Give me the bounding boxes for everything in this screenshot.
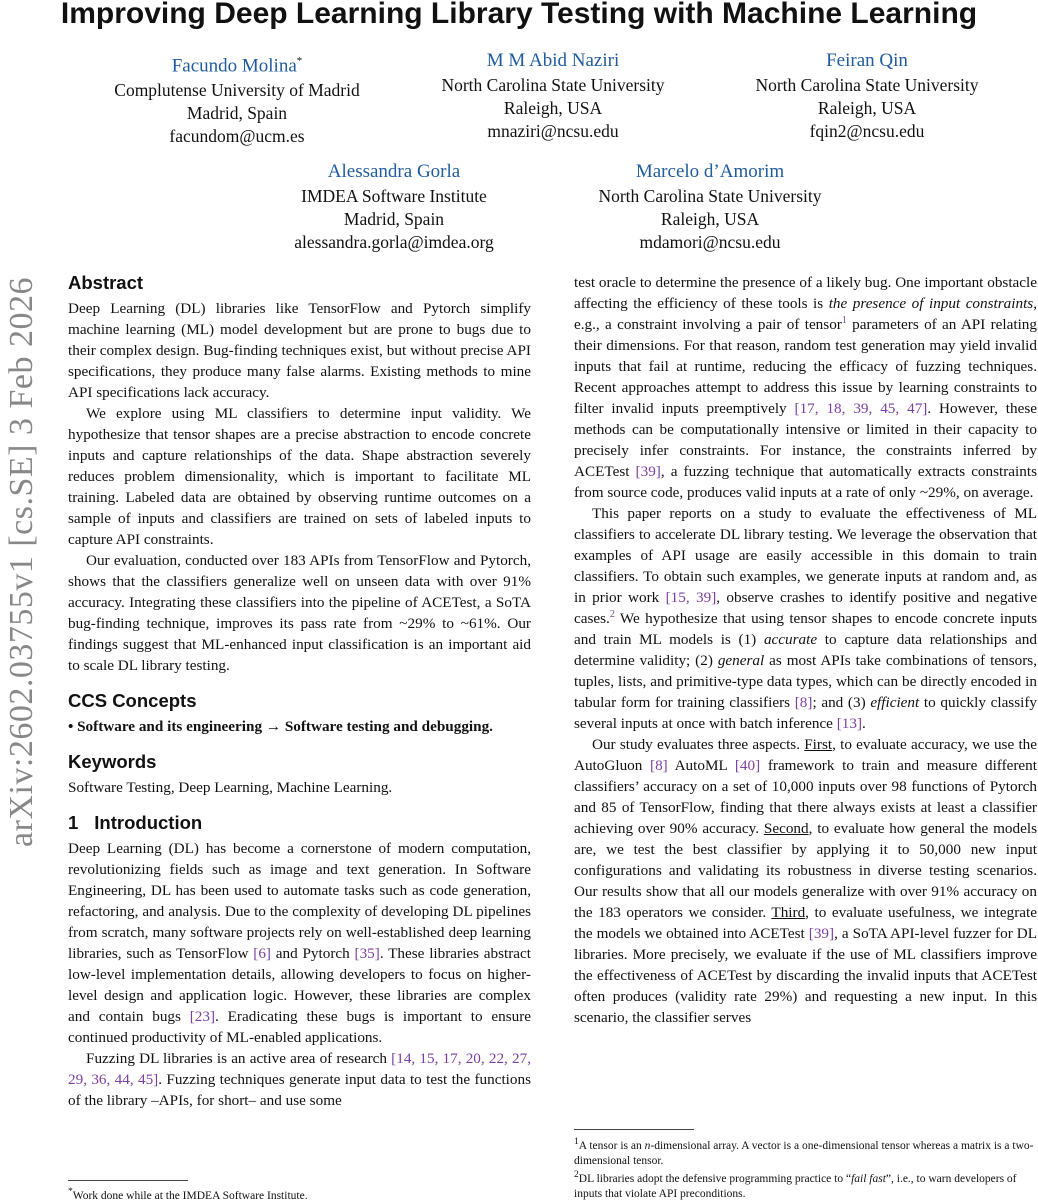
author-mark: *	[296, 55, 303, 67]
citation-link[interactable]: [35]	[354, 945, 380, 962]
author-name[interactable]: Feiran Qin	[826, 50, 908, 71]
text-run: , a SoTA API-level fuzzer for DL libraries. More precisely, we evaluate if the use of ML classifiers improve the effectiveness of ACETest by discarding the invalid inputs that ACETest often produces (validity rate 29%) and requesting a new input. In this scenario, the classifier serves	[574, 925, 1038, 1026]
author-affiliation: IMDEA Software Institute	[301, 186, 487, 206]
right-column	[574, 272, 1037, 1028]
author-block	[702, 48, 1032, 143]
text-run: This paper reports on a study to evaluate the effectiveness of ML classifiers to accelerate DL library testing. We leverage the observation that examples of API usage are easily accessible in this domain to train classifiers. To obtain such examples, we generate inputs at random and, as in prior work	[574, 505, 1037, 606]
emphasis: general	[717, 652, 765, 669]
text-run: , to evaluate usefulness, we integrate the models we obtained into ACETest	[574, 904, 1038, 942]
author-email: mdamori@ncsu.edu	[639, 232, 781, 252]
body-paragraph	[574, 272, 1037, 503]
footnote-text: A tensor is an	[578, 1139, 645, 1152]
text-run: to quickly classify several inputs at once with batch inference	[574, 694, 1038, 732]
author-name[interactable]: M M Abid Naziri	[486, 50, 620, 71]
intro-paragraph	[68, 838, 531, 1048]
text-run: Deep Learning (DL) has become a cornerstone of modern computation, revolutionizing fields such as image and text generation. In Software Engineering, DL has been used to automate tasks such as code generation, refactoring, and analysis. Due to the complexity of developing DL pipelines from scratch, many software projects rely on well-established deep learning libraries, such as TensorFlow	[68, 840, 531, 962]
ccs-text: • Software and its engineering → Software testing and debugging.	[68, 718, 493, 735]
keywords-heading: Keywords	[68, 751, 157, 772]
abstract-paragraph: We explore using ML classifiers to determine input validity. We hypothesize that tensor shapes are a precise abstraction to encode concrete inputs and capture relationships of the data. Shape abstraction severely reduces problem dimensionality, which is important to facilitate ML training. Labeled data are obtained by observing runtime outcomes on a sample of inputs and classifiers are trained on sets of labeled inputs to capture API constraints.	[68, 405, 531, 548]
citation-link[interactable]: [39]	[808, 925, 835, 942]
emphasis: fail fast	[851, 1172, 886, 1185]
footnote-mark: 1	[574, 1136, 579, 1147]
text-run: , to evaluate accuracy, we use the AutoGluon	[574, 736, 1037, 774]
text-run: .	[862, 715, 866, 732]
citation-link[interactable]: [15, 39]	[665, 589, 717, 606]
author-email: facundom@ucm.es	[169, 126, 305, 147]
abstract-paragraph: Deep Learning (DL) libraries like TensorFlow and Pytorch simplify machine learning (ML) model development but are prone to bugs due to their complex design. Bug-finding techniques exist, but without precise API specifications, they produce many false alarms. Existing methods to mine API specifications lack accuracy.	[68, 300, 531, 401]
footnote-text: ”, i.e., to warn developers of inputs that violate API preconditions.	[574, 1172, 1017, 1200]
underlined-term: Second	[763, 820, 809, 837]
footnote-2	[574, 1167, 1037, 1202]
author-location: Raleigh, USA	[503, 98, 603, 118]
underlined-term: Third	[771, 904, 806, 921]
emphasis: efficient	[870, 694, 920, 711]
footnote-ref[interactable]: 2	[609, 608, 615, 620]
author-email: fqin2@ncsu.edu	[809, 121, 925, 141]
body-paragraph	[574, 734, 1037, 1028]
text-run: framework to train and measure different classifiers’ accuracy on a set of 10,000 inputs over 98 functions of Pytorch and 85 of TensorFlow, finding that there always exists at least a classifier achieving over 90% accuracy.	[574, 757, 1037, 837]
footnote-mark: *	[68, 1186, 73, 1197]
author-affiliation: North Carolina State University	[598, 186, 822, 206]
text-run: ; and (3)	[812, 694, 871, 711]
citation-link[interactable]: [6]	[253, 945, 271, 962]
emphasis: n	[644, 1139, 651, 1152]
abstract-paragraph: Our evaluation, conducted over 183 APIs from TensorFlow and Pytorch, shows that the classifiers generalize well on unseen data with over 91% accuracy. Integrating these classifiers into the pipeline of ACETest, a SoTA bug-finding technique, improves its pass rate from ~29% to ~61%. Our findings suggest that ML-enhanced input classification is an important aid to scale DL library testing.	[68, 552, 531, 674]
author-location: Madrid, Spain	[343, 209, 445, 229]
keywords-text: Software Testing, Deep Learning, Machine Learning.	[68, 779, 393, 796]
emphasis: accurate	[763, 631, 818, 648]
text-run: . However, these methods can be computationally intensive or limited in their capacity to precisely infer constraints. For instance, the constraints inferred by ACETest	[574, 400, 1037, 480]
citation-link[interactable]: [13]	[836, 715, 863, 732]
footnote-text: DL libraries adopt the defensive programming practice to “	[578, 1172, 852, 1185]
footnote-1	[574, 1134, 1037, 1169]
text-run: Our study evaluates three aspects.	[592, 736, 805, 753]
author-affiliation: North Carolina State University	[755, 75, 979, 95]
underlined-term: First	[804, 736, 833, 753]
citation-link[interactable]: [17, 18, 39, 45, 47]	[794, 400, 928, 417]
footnote-ref[interactable]: 1	[841, 314, 847, 326]
author-name[interactable]: Facundo Molina	[171, 55, 297, 77]
footnote-rule	[574, 1129, 694, 1130]
text-run: , e.g., a constraint involving a pair of tensor	[574, 295, 1037, 333]
author-name[interactable]: Marcelo d’Amorim	[635, 161, 785, 182]
text-run: , a fuzzing technique that automatically extracts constraints from source code, produces valid inputs at a rate of only ~29%, on average.	[574, 463, 1037, 501]
author-location: Raleigh, USA	[660, 209, 760, 229]
emphasis: the presence of input constraints	[828, 295, 1034, 312]
text-run: . Fuzzing techniques generate input data to test the functions of the library –APIs, for short– and use some	[68, 1071, 531, 1109]
author-affiliation: North Carolina State University	[441, 75, 665, 95]
text-run: . Eradicating these bugs is important to ensure continued productivity of ML-enabled applications.	[68, 1008, 531, 1046]
footnote-text: Work done while at the IMDEA Software Institute.	[72, 1189, 308, 1202]
author-affiliation: Complutense University of Madrid	[114, 80, 360, 101]
citation-link[interactable]: [8]	[794, 694, 813, 711]
footnote-text: -dimensional array. A vector is a one-dimensional tensor whereas a matrix is a two-dimensional tensor.	[574, 1139, 1034, 1167]
citation-link[interactable]: [14, 15, 17, 20, 22, 27, 29, 36, 44, 45]	[68, 1050, 532, 1088]
author-email: alessandra.gorla@imdea.org	[294, 232, 494, 252]
text-run: Fuzzing DL libraries is an active area of research	[86, 1050, 392, 1067]
author-location: Madrid, Spain	[186, 103, 288, 124]
author-name[interactable]: Alessandra Gorla	[327, 161, 461, 182]
author-block	[229, 159, 559, 254]
arxiv-side-label: arXiv:2602.03755v1 [cs.SE] 3 Feb 2026	[3, 277, 40, 848]
text-run: , to evaluate how general the models are, we test the best classifier by applying it to 50,000 new input configurations and validating its robustness in diverse testing scenarios. Our results show that all our models generalize with over 91% accuracy on the 183 operators we consider.	[574, 820, 1037, 921]
text-run: , observe crashes to identify positive and negative cases.	[574, 589, 1037, 627]
citation-link[interactable]: [23]	[189, 1008, 216, 1025]
citation-link[interactable]: [39]	[635, 463, 661, 480]
author-block	[545, 159, 875, 254]
footnote-work	[68, 1184, 531, 1204]
abstract-heading: Abstract	[68, 272, 144, 293]
left-column	[68, 266, 531, 1111]
citation-link[interactable]: [40]	[734, 757, 761, 774]
author-block	[388, 48, 718, 143]
text-run: to capture data relationships and determine validity; (2)	[574, 631, 1037, 669]
footnote-mark: 2	[574, 1169, 579, 1180]
text-run: parameters of an API relating their dimensions. For that reason, random test generation may yield invalid inputs that fail at runtime, reducing the efficacy of fuzzing techniques. Recent approaches attempt to address this issue by learning constraints to filter invalid inputs preemptively	[574, 316, 1037, 417]
author-email: mnaziri@ncsu.edu	[487, 121, 619, 141]
citation-link[interactable]: [8]	[650, 757, 668, 774]
body-paragraph	[574, 503, 1037, 734]
intro-paragraph	[68, 1048, 531, 1111]
section-number: 1	[68, 812, 79, 833]
footnote-rule	[68, 1180, 188, 1181]
text-run: and Pytorch	[270, 945, 355, 962]
text-run: We hypothesize that using tensor shapes to encode concrete inputs and train ML models is (1)	[574, 610, 1037, 648]
ccs-heading: CCS Concepts	[68, 690, 197, 711]
author-block	[72, 48, 402, 148]
intro-heading	[68, 810, 531, 836]
text-run: . These libraries abstract low-level implementation details, allowing developers to focus on higher-level design and application logic. However, these libraries are complex and contain bugs	[68, 945, 531, 1025]
text-run: test oracle to determine the presence of a likely bug. One important obstacle affecting the efficiency of these tools is	[574, 274, 1037, 312]
text-run: as most APIs take combinations of tensors, tuples, lists, and primitive-type data types, which can be directly encoded in tabular form for training classifiers	[574, 652, 1037, 711]
text-run: AutoML	[667, 757, 735, 774]
section-title: Introduction	[94, 812, 203, 833]
paper-title: Improving Deep Learning Library Testing with Machine Learning	[60, 0, 978, 30]
author-location: Raleigh, USA	[817, 98, 917, 118]
